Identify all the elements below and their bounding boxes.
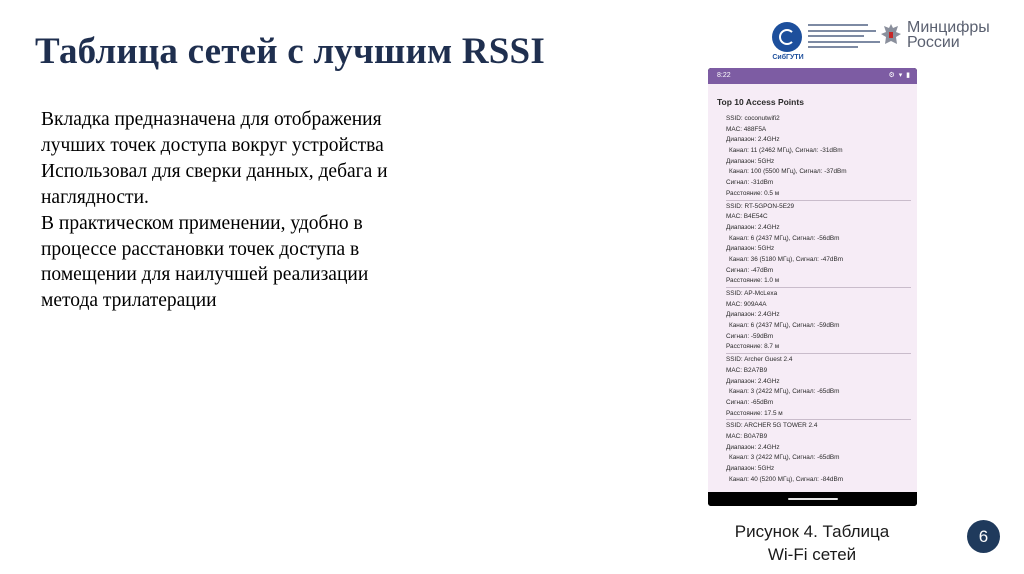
- ap-mac: MAC: B2A7B9: [726, 366, 768, 374]
- sibguti-fine-print: [808, 24, 880, 52]
- phone-screen: [708, 84, 917, 492]
- ap-range: Диапазон: 2.4GHz: [726, 311, 780, 319]
- ap-signal: Сигнал: -47dBm: [726, 266, 774, 274]
- ap-distance: Расстояние: 0.5 м: [726, 189, 780, 197]
- sibguti-name: СибГУТИ: [772, 54, 804, 61]
- ap-distance: Расстояние: 8.7 м: [726, 343, 780, 351]
- slide-body: [41, 107, 441, 314]
- ap-mac: MAC: B0A7B9: [726, 432, 768, 440]
- body-line: Использовал для сверки данных, дебага и: [41, 160, 388, 182]
- body-line: В практическом применении, удобно в: [41, 212, 363, 234]
- phone-nav-bar: [708, 492, 917, 506]
- home-gesture-pill: [788, 498, 838, 500]
- body-line: Вкладка предназначена для отображения: [41, 109, 382, 130]
- phone-screenshot: [708, 68, 917, 506]
- ap-range: Диапазон: 5GHz: [726, 245, 775, 253]
- body-line: наглядности.: [41, 186, 149, 208]
- ap-distance: Расстояние: 17.5 м: [726, 409, 783, 417]
- page-number-badge: 6: [967, 520, 1000, 553]
- ap-ssid: SSID: ARCHER 5G TOWER 2.4: [726, 422, 818, 430]
- caption-line: Рисунок 4. Таблица: [734, 522, 890, 541]
- mintsifry-line-2: России: [907, 34, 960, 51]
- ap-ssid: SSID: AP-McLexa: [726, 290, 778, 297]
- ap-signal: Сигнал: -31dBm: [726, 179, 774, 187]
- access-point-entry: [726, 114, 911, 201]
- screen-title: Top 10 Access Points: [717, 97, 804, 107]
- ap-channel: Канал: 40 (5200 МГц), Сигнал: -84dBm: [729, 475, 844, 483]
- ap-range: Диапазон: 2.4GHz: [726, 377, 780, 385]
- ap-range: Диапазон: 2.4GHz: [726, 223, 780, 231]
- ap-range: Диапазон: 2.4GHz: [726, 443, 780, 451]
- ap-mac: MAC: 909A4A: [726, 300, 767, 308]
- access-point-entry: [726, 421, 911, 485]
- body-line: помещении для наилучшей реализации: [41, 264, 369, 286]
- ap-channel: Канал: 100 (5500 МГц), Сигнал: -37dBm: [729, 168, 847, 176]
- ap-signal: Сигнал: -59dBm: [726, 332, 774, 340]
- ap-ssid: SSID: RT-5GPON-5E29: [726, 202, 795, 210]
- ap-signal: Сигнал: -65dBm: [726, 398, 774, 406]
- ap-channel: Канал: 6 (2437 МГц), Сигнал: -59dBm: [729, 322, 840, 330]
- ap-channel: Канал: 3 (2422 МГц), Сигнал: -65dBm: [729, 388, 840, 396]
- ap-distance: Расстояние: 1.0 м: [726, 277, 780, 285]
- header-logos: [770, 20, 1010, 66]
- status-icons: ⚙ ▾ ▮: [888, 72, 911, 79]
- body-line: лучших точек доступа вокруг устройства: [41, 134, 384, 156]
- body-line: процессе расстановки точек доступа в: [41, 238, 360, 260]
- mintsifry-line-1: Минцифры: [907, 19, 990, 36]
- ap-channel: Канал: 6 (2437 МГц), Сигнал: -56dBm: [729, 234, 840, 242]
- access-point-entry: [726, 289, 911, 354]
- ap-ssid: SSID: Archer Guest 2.4: [726, 356, 793, 364]
- phone-status-bar: [708, 68, 917, 84]
- body-line: метода трилатерации: [41, 290, 217, 312]
- sibguti-logo-icon: [772, 22, 802, 52]
- status-time: 8:22: [717, 72, 731, 79]
- ap-channel: Канал: 36 (5180 МГц), Сигнал: -47dBm: [729, 255, 844, 263]
- ap-mac: MAC: 488F5A: [726, 125, 767, 133]
- access-point-entry: [726, 355, 911, 420]
- mintsifry-logo-text: [907, 20, 990, 50]
- ap-channel: Канал: 3 (2422 МГц), Сигнал: -65dBm: [729, 454, 840, 462]
- ap-mac: MAC: B4E54C: [726, 213, 768, 221]
- figure-caption: [712, 520, 912, 566]
- slide-title: Таблица сетей с лучшим RSSI: [35, 31, 545, 72]
- ap-channel: Канал: 11 (2462 МГц), Сигнал: -31dBm: [729, 147, 843, 155]
- eagle-emblem-icon: [880, 22, 902, 50]
- ap-range: Диапазон: 5GHz: [726, 465, 775, 472]
- access-point-entry: [726, 202, 911, 289]
- ap-range: Диапазон: 5GHz: [726, 157, 775, 165]
- caption-line: Wi-Fi сетей: [767, 545, 857, 564]
- access-point-list: [726, 114, 911, 486]
- ap-ssid: SSID: coconutwifi2: [726, 115, 780, 122]
- ap-range: Диапазон: 2.4GHz: [726, 136, 780, 144]
